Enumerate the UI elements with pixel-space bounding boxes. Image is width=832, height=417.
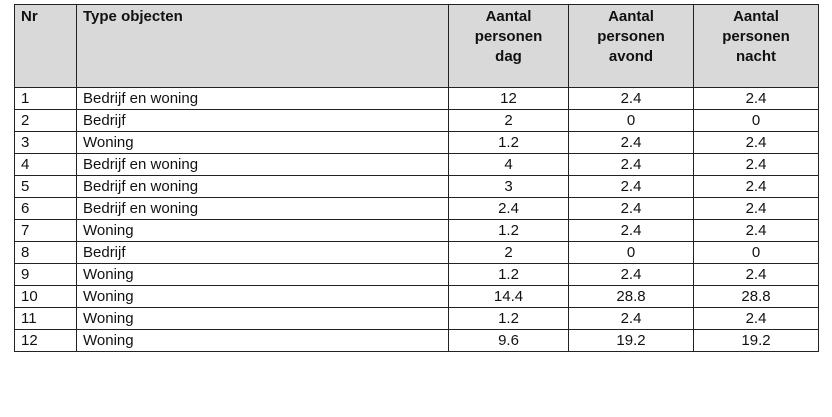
table-header: [15, 5, 819, 88]
table-row: [15, 330, 819, 352]
cell-avond: 2.4: [569, 308, 694, 330]
table-row: [15, 110, 819, 132]
cell-nr: 12: [15, 330, 77, 352]
header-dag-line: personen: [474, 28, 543, 45]
cell-type: Woning: [77, 286, 449, 308]
cell-type: Woning: [77, 132, 449, 154]
cell-nr: 8: [15, 242, 77, 264]
cell-avond: 2.4: [569, 264, 694, 286]
header-avond: [569, 5, 694, 88]
cell-avond: 2.4: [569, 176, 694, 198]
table-row: [15, 176, 819, 198]
cell-nacht: 2.4: [694, 198, 819, 220]
cell-nacht: 0: [694, 110, 819, 132]
cell-dag: 1.2: [449, 132, 569, 154]
header-nacht-line: Aantal: [733, 8, 779, 25]
cell-dag: 2.4: [449, 198, 569, 220]
cell-nr: 5: [15, 176, 77, 198]
cell-avond: 28.8: [569, 286, 694, 308]
cell-type: Bedrijf en woning: [77, 154, 449, 176]
cell-nacht: 2.4: [694, 308, 819, 330]
table-row: [15, 220, 819, 242]
cell-nr: 4: [15, 154, 77, 176]
cell-type: Bedrijf en woning: [77, 176, 449, 198]
cell-dag: 2: [449, 242, 569, 264]
cell-nacht: 28.8: [694, 286, 819, 308]
cell-nacht: 19.2: [694, 330, 819, 352]
header-nacht-line: personen: [722, 28, 790, 45]
header-dag-line: Aantal: [485, 8, 532, 25]
table-row: [15, 242, 819, 264]
header-avond-line: Aantal: [608, 8, 654, 25]
cell-avond: 2.4: [569, 154, 694, 176]
table-row: [15, 264, 819, 286]
cell-dag: 3: [449, 176, 569, 198]
cell-avond: 2.4: [569, 132, 694, 154]
header-dag-line: dag: [495, 48, 522, 65]
cell-avond: 0: [569, 242, 694, 264]
cell-avond: 2.4: [569, 198, 694, 220]
header-nr: Nr: [15, 5, 77, 88]
cell-type: Bedrijf en woning: [77, 198, 449, 220]
cell-nacht: 2.4: [694, 264, 819, 286]
cell-type: Woning: [77, 264, 449, 286]
cell-avond: 19.2: [569, 330, 694, 352]
cell-dag: 9.6: [449, 330, 569, 352]
header-nacht: [694, 5, 819, 88]
table-body: [15, 88, 819, 352]
cell-dag: 1.2: [449, 264, 569, 286]
cell-nr: 6: [15, 198, 77, 220]
header-row: [15, 5, 819, 88]
cell-type: Bedrijf: [77, 242, 449, 264]
table-row: [15, 154, 819, 176]
header-avond-line: avond: [608, 48, 654, 65]
cell-nacht: 2.4: [694, 88, 819, 110]
cell-nr: 1: [15, 88, 77, 110]
cell-dag: 1.2: [449, 220, 569, 242]
cell-type: Woning: [77, 330, 449, 352]
cell-nacht: 2.4: [694, 220, 819, 242]
table-row: [15, 88, 819, 110]
cell-dag: 14.4: [449, 286, 569, 308]
table-row: [15, 308, 819, 330]
cell-dag: 2: [449, 110, 569, 132]
table-container: [14, 4, 819, 352]
cell-nacht: 2.4: [694, 154, 819, 176]
cell-nr: 7: [15, 220, 77, 242]
persons-table: [14, 4, 819, 352]
header-nacht-line: nacht: [735, 48, 776, 65]
cell-type: Bedrijf en woning: [77, 88, 449, 110]
cell-nr: 3: [15, 132, 77, 154]
cell-dag: 4: [449, 154, 569, 176]
cell-nacht: 2.4: [694, 176, 819, 198]
header-avond-line: personen: [597, 28, 665, 45]
table-row: [15, 286, 819, 308]
cell-nr: 10: [15, 286, 77, 308]
cell-avond: 2.4: [569, 88, 694, 110]
cell-type: Bedrijf: [77, 110, 449, 132]
cell-type: Woning: [77, 308, 449, 330]
header-type: Type objecten: [77, 5, 449, 88]
cell-avond: 0: [569, 110, 694, 132]
header-dag: [449, 5, 569, 88]
cell-dag: 1.2: [449, 308, 569, 330]
table-row: [15, 198, 819, 220]
cell-type: Woning: [77, 220, 449, 242]
cell-nr: 9: [15, 264, 77, 286]
cell-avond: 2.4: [569, 220, 694, 242]
cell-nacht: 2.4: [694, 132, 819, 154]
cell-nr: 2: [15, 110, 77, 132]
cell-dag: 12: [449, 88, 569, 110]
cell-nr: 11: [15, 308, 77, 330]
table-row: [15, 132, 819, 154]
cell-nacht: 0: [694, 242, 819, 264]
